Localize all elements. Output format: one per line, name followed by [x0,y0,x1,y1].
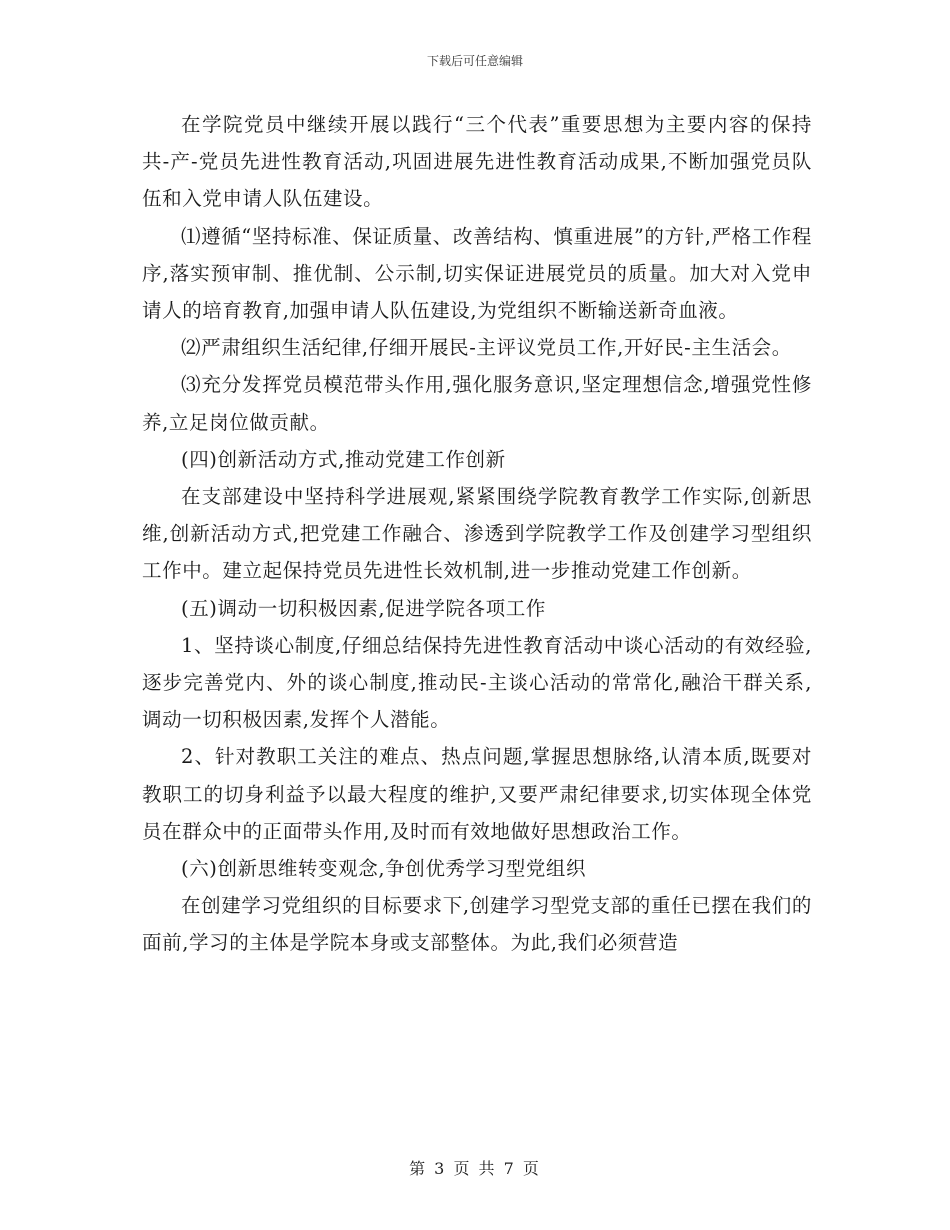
paragraph-4: ⑶充分发挥党员模范带头作用,强化服务意识,坚定理想信念,增强党性修养,立足岗位做贡献。 [142,373,812,434]
paragraph-3: ⑵严肃组织生活纪律,仔细开展民-主评议党员工作,开好民-主生活会。 [181,336,792,360]
section-heading-5: (五)调动一切积极因素,促进学院各项工作 [181,596,546,620]
paragraph-2: ⑴遵循“坚持标准、保证质量、改善结构、慎重进展”的方针,严格工作程序,落实预审制、推优制、公示制,切实保证进展党员的质量。加大对入党申请人的培育教育,加强申请人队伍建设,为党组织不断输送新奇血液。 [142,224,812,323]
document-body [142,106,812,962]
section-heading-4: (四)创新活动方式,推动党建工作创新 [181,447,506,471]
paragraph-8: 在创建学习党组织的目标要求下,创建学习型党支部的重任已摆在我们的面前,学习的主体是学院本身或支部整体。为此,我们必须营造 [142,894,812,955]
page-header: 下载后可任意编辑 [426,54,523,68]
page-number-footer: 第 3 页 共 7 页 [409,1159,541,1178]
section-heading-6: (六)创新思维转变观念,争创优秀学习型党组织 [181,857,587,881]
paragraph-7: 2、针对教职工关注的难点、热点问题,掌握思想脉络,认清本质,既要对教职工的切身利益予以最大程度的维护,又要严肃纪律要求,切实体现全体党员在群众中的正面带头作用,及时而有效地做好思想政治工作。 [142,745,812,843]
paragraph-6: 1、坚持谈心制度,仔细总结保持先进性教育活动中谈心活动的有效经验,逐步完善党内、外的谈心制度,推动民-主谈心活动的常常化,融洽干群关系,调动一切积极因素,发挥个人潜能。 [142,633,812,732]
paragraph-5: 在支部建设中坚持科学进展观,紧紧围绕学院教育教学工作实际,创新思维,创新活动方式,把党建工作融合、渗透到学院教学工作及创建学习型组织工作中。建立起保持党员先进性长效机制,进一步推动党建工作创新。 [142,485,812,583]
paragraph-1: 在学院党员中继续开展以践行“三个代表”重要思想为主要内容的保持共-产-党员先进性教育活动,巩固进展先进性教育活动成果,不断加强党员队伍和入党申请人队伍建设。 [142,113,812,211]
